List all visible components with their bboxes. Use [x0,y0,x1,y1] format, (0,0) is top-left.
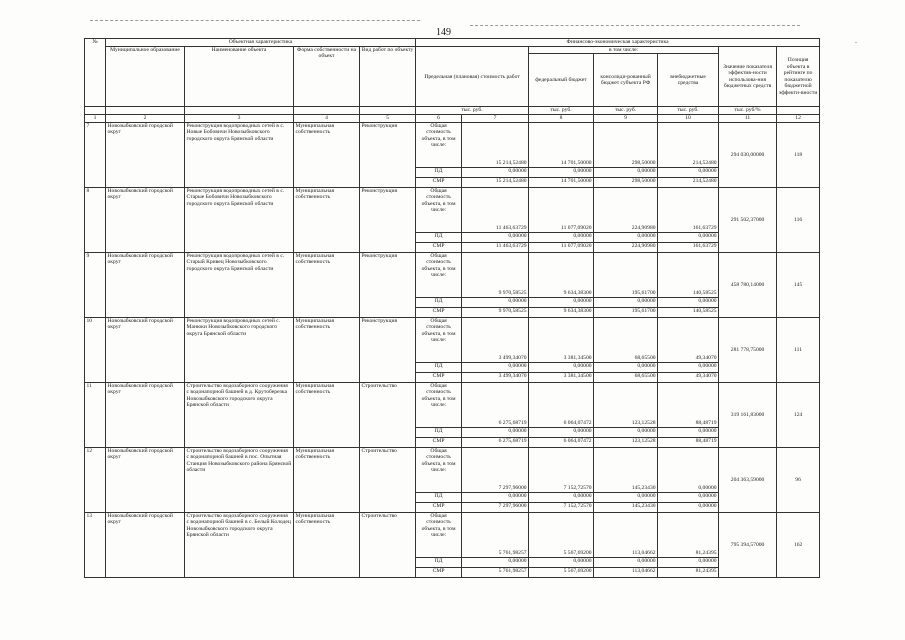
row-pd-value: 0,00000 [529,492,594,502]
row-smr-value: 11 463,63729 [462,242,529,252]
row-smr-value: 195,61700 [594,307,658,317]
row-smr-value: 15 214,52480 [462,177,529,187]
row-pd-value: 0,00000 [529,362,594,372]
row-pd-value: 0,00000 [658,297,719,307]
row-smr-value: 3 381,34500 [529,372,594,382]
row-object-name: Строительство водозаборного сооружения с водонапорной башней в пос. Опытная Станция Новозыбковского района Брянской области [185,447,294,512]
row-smr-value: 7 152,72570 [529,502,594,512]
header-planned-cost: Предельная (плановая) стоимость работ [416,47,529,107]
row-pd-value: 0,00000 [594,362,658,372]
header-num: № [85,39,106,107]
row-total-consolidated: 68,65500 [594,317,658,362]
row-total-consolidated: 298,50000 [594,122,658,167]
row-pd-label: ПД [416,232,462,242]
header-object-group: Объектная характеристика [106,39,416,47]
row-object-name: Реконструкция водопроводных сетей в с. Старый Кривец Новозыбковского городского округа Брянской области [185,252,294,317]
row-smr-value: 9 970,58525 [462,307,529,317]
row-work-type: Реконструкция [360,122,416,187]
row-total-consolidated: 123,12528 [594,382,658,427]
row-smr-label: СМР [416,502,462,512]
row-municipality: Новозыбковский городской округ [106,447,185,512]
row-number: 7 [85,122,106,187]
row-pd-value: 0,00000 [462,167,529,177]
row-pd-value: 0,00000 [594,427,658,437]
margin-mark: - [855,40,857,46]
table-row [85,382,820,427]
row-pd-value: 0,00000 [658,427,719,437]
row-pd-label: ПД [416,362,462,372]
row-pd-value: 0,00000 [658,232,719,242]
row-pd-label: ПД [416,427,462,437]
row-pd-label: ПД [416,492,462,502]
row-smr-label: СМР [416,567,462,577]
row-total-label: Общая стоимость объекта, в том числе: [416,187,462,232]
row-total-consolidated: 113,04662 [594,512,658,557]
row-position: 162 [777,512,820,577]
header-in-that-number: в том числе: [529,47,719,54]
row-total-cost: 6 275,68719 [462,382,529,427]
row-ownership: Муниципальная собственность [294,382,360,447]
row-position: 116 [777,187,820,252]
row-total-consolidated: 224,90980 [594,187,658,232]
row-total-extrabudget: 88,48719 [658,382,719,427]
row-number: 10 [85,317,106,382]
row-number: 8 [85,187,106,252]
row-smr-value: 161,63729 [658,242,719,252]
row-pd-value: 0,00000 [462,557,529,567]
row-smr-value: 0,00000 [658,502,719,512]
row-efficiency: 204 363,59000 [719,447,777,512]
row-smr-value: 6 275,68719 [462,437,529,447]
row-total-cost: 7 297,96000 [462,447,529,492]
row-object-name: Реконструкция водопроводных сетей с. Манюки Новозыбковского городского округа Брянской области [185,317,294,382]
row-efficiency: 795 394,57000 [719,512,777,577]
header-work-type: Вид работ по объекту [360,47,416,107]
row-pd-value: 0,00000 [594,492,658,502]
row-ownership: Муниципальная собственность [294,512,360,577]
header-finance-group: Финансово-экономическая характеристика [416,39,820,47]
table-row [85,512,820,557]
column-number: 2 [106,114,185,122]
row-smr-label: СМР [416,372,462,382]
row-pd-value: 0,00000 [658,557,719,567]
row-work-type: Строительство [360,512,416,577]
row-total-label: Общая стоимость объекта, в том числе: [416,447,462,492]
row-pd-label: ПД [416,297,462,307]
unit-federal: тыс. руб. [529,107,594,114]
row-pd-value: 0,00000 [529,297,594,307]
header-position: Позиция объекта в рейтинге по показателю бюджетной эффекти-вности [777,47,820,107]
column-number: 8 [529,114,594,122]
scan-artifact-line [90,20,420,21]
column-number: 12 [777,114,820,122]
row-object-name: Строительство водозаборного сооружения с водонапорной башней в д. Крутоберезка Новозыбковского городского округа Брянской области [185,382,294,447]
row-work-type: Реконструкция [360,252,416,317]
row-smr-value: 214,52480 [658,177,719,187]
column-number: 11 [719,114,777,122]
row-total-consolidated: 145,23430 [594,447,658,492]
row-position: 124 [777,382,820,447]
row-smr-value: 140,58525 [658,307,719,317]
row-total-cost: 9 970,58525 [462,252,529,297]
row-total-federal: 7 152,72570 [529,447,594,492]
row-smr-value: 14 701,50000 [529,177,594,187]
row-ownership: Муниципальная собственность [294,317,360,382]
row-pd-value: 0,00000 [462,232,529,242]
row-pd-value: 0,00000 [529,232,594,242]
row-total-federal: 9 634,38300 [529,252,594,297]
table-row [85,252,820,297]
row-pd-label: ПД [416,557,462,567]
row-object-name: Реконструкция водопроводных сетей в с. Новые Бобовичи Новозыбковского городского округа Брянской области [185,122,294,187]
row-total-federal: 5 567,69200 [529,512,594,557]
row-municipality: Новозыбковский городской округ [106,187,185,252]
row-smr-label: СМР [416,242,462,252]
row-municipality: Новозыбковский городской округ [106,512,185,577]
row-number: 13 [85,512,106,577]
row-pd-value: 0,00000 [594,557,658,567]
header-federal: федеральный бюджет [529,54,594,107]
row-smr-value: 88,48719 [658,437,719,447]
header-object-name: Наименование объекта [185,47,294,107]
scan-artifact-line [470,25,800,26]
row-pd-value: 0,00000 [529,427,594,437]
row-pd-label: ПД [416,167,462,177]
table-row [85,187,820,232]
row-total-cost: 5 761,98257 [462,512,529,557]
row-position: 145 [777,252,820,317]
column-number: 1 [85,114,106,122]
row-smr-value: 113,04662 [594,567,658,577]
header-consolidated: консолиди-рованный бюджет субъекта РФ [594,54,658,107]
unit-efficiency: тыс. руб/% [719,107,777,114]
row-work-type: Реконструкция [360,317,416,382]
column-number: 3 [185,114,294,122]
row-smr-value: 5 567,69200 [529,567,594,577]
row-total-extrabudget: 0,00000 [658,447,719,492]
column-number: 9 [594,114,658,122]
unit-extrabudget: тыс. руб. [658,107,719,114]
row-smr-label: СМР [416,177,462,187]
table-row [85,317,820,362]
row-smr-label: СМР [416,307,462,317]
row-pd-value: 0,00000 [462,362,529,372]
row-smr-value: 298,50000 [594,177,658,187]
row-smr-value: 6 064,07472 [529,437,594,447]
row-pd-value: 0,00000 [462,492,529,502]
row-total-federal: 11 077,09020 [529,187,594,232]
row-total-label: Общая стоимость объекта, в том числе: [416,252,462,297]
row-municipality: Новозыбковский городской округ [106,252,185,317]
row-efficiency: 458 780,14000 [719,252,777,317]
row-number: 12 [85,447,106,512]
row-work-type: Строительство [360,382,416,447]
row-efficiency: 281 778,75000 [719,317,777,382]
unit-consolidated: тыс. руб. [594,107,658,114]
row-ownership: Муниципальная собственность [294,447,360,512]
row-smr-value: 81,24395 [658,567,719,577]
row-ownership: Муниципальная собственность [294,122,360,187]
row-position: 96 [777,447,820,512]
row-total-extrabudget: 49,34070 [658,317,719,362]
row-pd-value: 0,00000 [658,362,719,372]
row-smr-value: 7 297,96000 [462,502,529,512]
row-object-name: Строительство водозаборного сооружения с водонапорной башней в с. Белый Колодец Новозыбковского городского округа Брянской области [185,512,294,577]
row-total-cost: 11 463,63729 [462,187,529,232]
row-pd-value: 0,00000 [462,427,529,437]
row-work-type: Реконструкция [360,187,416,252]
row-efficiency: 319 161,83000 [719,382,777,447]
column-number: 5 [360,114,416,122]
row-total-label: Общая стоимость объекта, в том числе: [416,122,462,167]
row-smr-value: 224,90980 [594,242,658,252]
header-ownership: Форма собственности на объект [294,47,360,107]
row-smr-value: 68,65500 [594,372,658,382]
row-municipality: Новозыбковский городской округ [106,317,185,382]
row-smr-value: 9 634,38300 [529,307,594,317]
investment-objects-table [84,38,820,578]
row-pd-value: 0,00000 [462,297,529,307]
row-ownership: Муниципальная собственность [294,252,360,317]
row-total-label: Общая стоимость объекта, в том числе: [416,512,462,557]
row-total-label: Общая стоимость объекта, в том числе: [416,317,462,362]
column-number: 6 [416,114,462,122]
row-smr-value: 145,23430 [594,502,658,512]
table-row [85,122,820,167]
row-pd-value: 0,00000 [529,557,594,567]
table-row [85,447,820,492]
row-position: 118 [777,122,820,187]
row-work-type: Строительство [360,447,416,512]
row-total-cost: 3 499,34070 [462,317,529,362]
row-pd-value: 0,00000 [594,297,658,307]
row-municipality: Новозыбковский городской округ [106,122,185,187]
row-smr-value: 49,34070 [658,372,719,382]
row-smr-value: 123,12528 [594,437,658,447]
row-total-extrabudget: 81,24395 [658,512,719,557]
row-total-federal: 14 701,50000 [529,122,594,167]
row-pd-value: 0,00000 [594,167,658,177]
row-object-name: Реконструкция водопроводных сетей в с. Старые Бобовичи Новозыбковского городского округа Брянской области [185,187,294,252]
page-number: 149 [436,27,451,38]
header-efficiency: Значение показателя эффектив-ности использова-ния бюджетных средств [719,47,777,107]
row-efficiency: 294 030,00000 [719,122,777,187]
row-efficiency: 291 502,37000 [719,187,777,252]
row-smr-value: 3 499,34070 [462,372,529,382]
row-ownership: Муниципальная собственность [294,187,360,252]
row-total-consolidated: 195,61700 [594,252,658,297]
column-number: 4 [294,114,360,122]
header-extrabudget: внебюджетные средства [658,54,719,107]
row-total-federal: 6 064,07472 [529,382,594,427]
column-number: 10 [658,114,719,122]
row-pd-value: 0,00000 [658,492,719,502]
row-total-extrabudget: 214,52480 [658,122,719,167]
row-smr-value: 5 761,98257 [462,567,529,577]
row-municipality: Новозыбковский городской округ [106,382,185,447]
row-position: 111 [777,317,820,382]
row-total-extrabudget: 161,63729 [658,187,719,232]
row-total-federal: 3 381,34500 [529,317,594,362]
row-total-extrabudget: 140,58525 [658,252,719,297]
row-pd-value: 0,00000 [529,167,594,177]
column-number: 7 [462,114,529,122]
row-pd-value: 0,00000 [594,232,658,242]
row-total-cost: 15 214,52480 [462,122,529,167]
row-smr-value: 11 077,09020 [529,242,594,252]
header-municipality: Муниципальное образование [106,47,185,107]
row-number: 11 [85,382,106,447]
unit-cost: тыс. руб. [416,107,529,114]
row-smr-label: СМР [416,437,462,447]
row-number: 9 [85,252,106,317]
row-total-label: Общая стоимость объекта, в том числе: [416,382,462,427]
row-pd-value: 0,00000 [658,167,719,177]
